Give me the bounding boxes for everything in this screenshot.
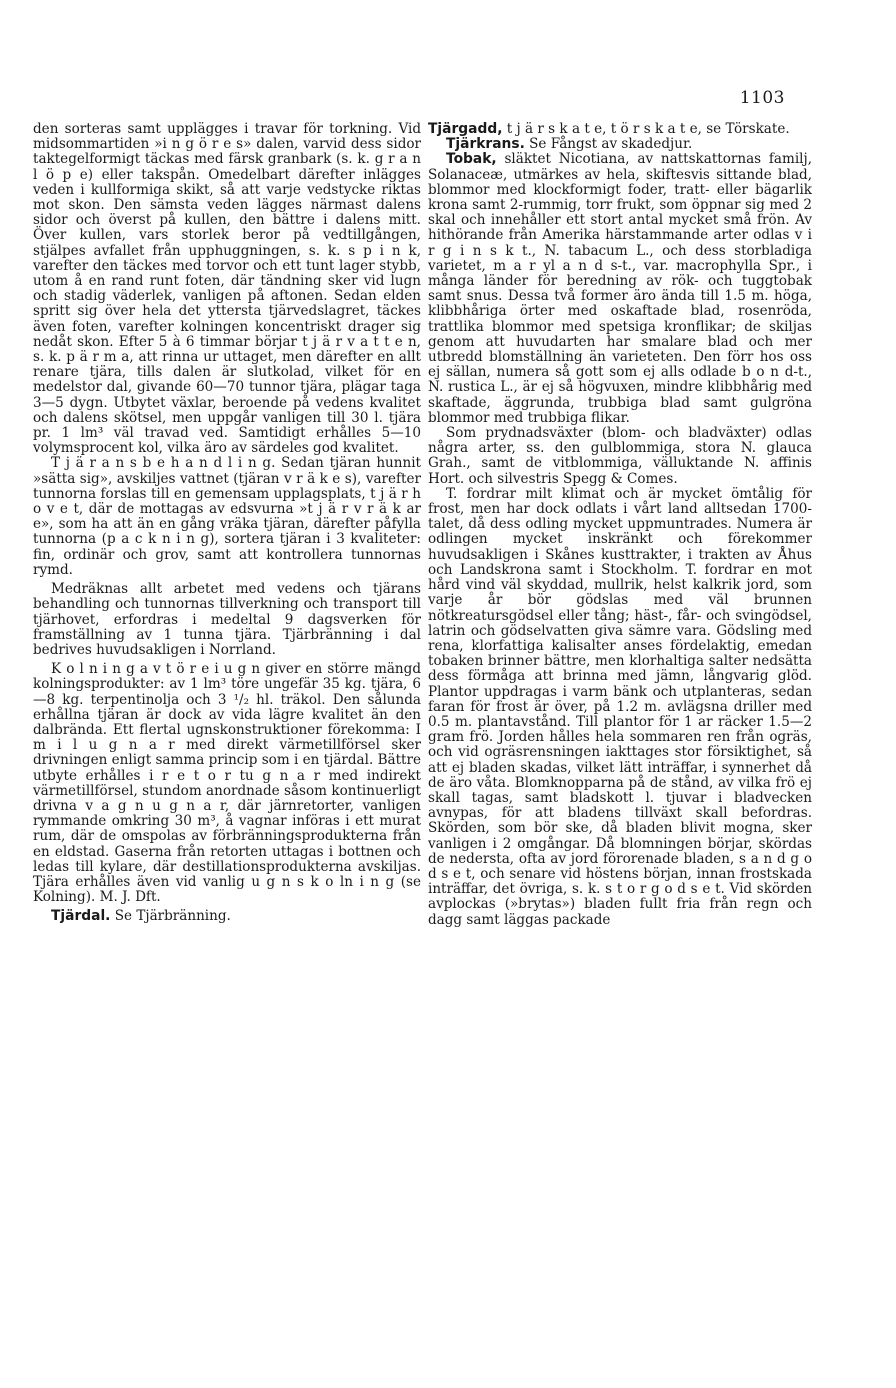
entry-tjardal-text: Se Tjärbränning. [110, 908, 231, 925]
left-column [33, 122, 421, 925]
headword-tobak: Tobak, [446, 151, 497, 168]
entry-tobak-text: släktet Nicotiana, av nattskattornas familj, Solanaceæ, utmärkes av hela, skiftesvis sittande blad, blommor med klockformigt foder, tratt- eller bägarlik krona samt 2-rummig, torr frukt, som öppnar sig med 2 skal och innehåller ett stort antal mycket små frön. Av hithörande från Amerika härstammande arter odlas v i r g i n s k t., N. tabacum L., och dess storbladiga varietet, m a r yl a n d s-t., var. macrophylla Spr., i många länder för beredning av rök- och tuggtobak samt snus. Dessa två former äro ända till 1.5 m. höga, klibbhåriga örter med oskaftade blad, rosenröda, trattlika blommor med spetsiga kronflikar; de skiljas genom att huvudarten har smalare blad och mer utbredd blomställning än varieteten. Den förr hos oss ej sällan, numera så gott som ej alls odlade b o n d-t., N. rustica L., är ej så högvuxen, mindre klibbhårig med skaftade, äggrunda, trubbiga blad samt gulgröna blommor med trubbiga flikar. [428, 151, 812, 426]
paragraph-dagsverken: Medräknas allt arbetet med vedens och tjärans behandling och tunnornas tillverkning och transport till tjärhovet, erfordras i medeltal 9 dagsverken för framställning av 1 tunna tjära. Tjärbränning i dal bedrives huvudsakligen i Norrland. [33, 581, 421, 658]
headword-tjarkrans: Tjärkrans. [446, 136, 525, 153]
page-number: 1103 [739, 88, 785, 108]
right-column [428, 122, 812, 928]
paragraph-tjarbranning-continued: den sorteras samt upplägges i travar för torkning. Vid midsommartiden »i n g ö r e s» dalen, varvid dess sidor taktegelformigt täckas med färsk granbark (s. k. g r a n l ö p e) eller takspån. Omedelbart därefter inlägges veden i kullformiga skikt, så att varje vedstycke riktas mot skon. Den sämsta veden lägges närmast dalens sidor och överst på kullen, den bättre i dalens mitt. Över kullen, vars storlek beror på vedtillgången, stjälpes avfallet från upphuggningen, s. k. s p i n k, varefter den täckes med torvor och ett tunt lager stybb, utom å en rand runt foten, där tändning sker vid lugn och stadig väderlek, vanligen på aftonen. Sedan elden spritt sig över hela det yttersta tjärvedslagret, täckes även foten, varefter kolningen koncentriskt drager sig nedåt skon. Efter 5 à 6 timmar börjar t j ä r v a t t e n, s. k. p ä r m a, att rinna ur uttaget, men därefter en allt renare tjära, tills dalen är slutkolad, vilket för en medelstor dal, givande 60—70 tunnor tjära, plägar taga 3—5 dygn. Utbytet växlar, beroende på vedens kvalitet och dalens skötsel, men uppgår vanligen till 30 l. tjära pr. 1 lm³ väl travad ved. Samtidigt erhålles 5—10 volymsprocent kol, vilka äro av särdeles god kvalitet. [33, 121, 421, 457]
paragraph-prydnadsvaxter: Som prydnadsväxter (blom- och bladväxter) odlas några arter, ss. den gulblommiga, stora N. glauca Grah., samt de vitblommiga, välluktande N. affinis Hort. och silvestris Spegg & Comes. [428, 425, 812, 487]
headword-tjardal: Tjärdal. [51, 908, 111, 925]
headword-tjargadd: Tjärgadd, [428, 121, 503, 137]
entry-tobak [428, 152, 812, 426]
paragraph-kolning-av-tore: K o l n i n g a v t ö r e i u g n giver en större mängd kolningsprodukter: av 1 lm³ töre ungefär 35 kg. tjära, 6—8 kg. terpentinolja och 3 ¹/₂ hl. träkol. Den sålunda erhållna tjäran är dock av vida lägre kvalitet än den dalbrända. Ett flertal ugnskonstruktioner förekomma: I m i l u g n a r med direkt värmetillförsel sker drivningen enligt samma princip som i en tjärdal. Bättre utbyte erhålles i r e t o r tu g n a r med indirekt värmetillförsel, stundom anordnade såsom kontinuerligt drivna v a g n u g n a r, där järnretorter, vanligen rymmande omkring 30 m³, å vagnar införas i ett murat rum, där de omspolas av förbränningsprodukterna från en eldstad. Gaserna från retorten uttagas i bottnen och ledas till kylare, där destillationsprodukterna avskiljas. Tjära erhålles även vid vanlig u g n s k o ln i n g (se Kolning). M. J. Dft. [33, 661, 421, 906]
entry-tjarkrans [428, 137, 812, 152]
paragraph-tobak-odling: T. fordrar milt klimat och är mycket ömtålig för frost, men har dock odlats i vårt land alltsedan 1700-talet, då dess odling mycket uppmuntrades. Numera är odlingen mycket inskränkt och förekommer huvudsakligen i Skånes kusttrakter, i trakten av Åhus och Landskrona samt i Stockholm. T. fordrar en mot hård vind väl skyddad, mullrik, helst kalkrik jord, som varje år bör gödslas med väl brunnen nötkreatursgödsel eller tång; häst-, får- och svingödsel, latrin och gödselvatten giva sämre vara. Gödsling med rena, klorfattiga kalisalter anses fördelaktig, emedan tobaken brinner bättre, men klorhaltiga salter nedsätta dess förmåga att brinna med jämn, långvarig glöd. Plantor uppdragas i varm bänk och utplanteras, sedan faran för frost är över, på 1.2 m. avlägsna driller med 0.5 m. plantavstånd. Till plantor för 1 ar räcker 1.5—2 gram frö. Jorden hålles hela sommaren ren från ogräs, och vid ogräsrensningen iakttages stor försiktighet, så att ej bladen skadas, vilket lätt inträffar, i synnerhet då de äro våta. Blomknopparna på de stånd, av vilka frö ej skall tagas, samt bladskott l. tjuvar i bladvecken avnypas, för att bladens tillväxt skall befordras. Skörden, som bör ske, då bladen blivit mogna, sker vanligen i 2 omgångar. Då blomningen börjar, skördas de nedersta, ofta av jord förorenade bladen, s a n d g o d s e t, och senare vid höstens början, innan frostskada inträffar, det övriga, s. k. s t o r g o d s e t. Vid skörden avplockas (»brytas») bladen fullt fria från regn och dagg samt läggas packade [428, 485, 812, 928]
entry-tjargadd-text: t j ä r s k a t e, t ö r s k a t e, se Törskate. [502, 121, 790, 137]
entry-tjargadd [428, 122, 812, 137]
entry-tjardal [33, 909, 421, 924]
entry-tjarkrans-text: Se Fångst av skadedjur. [524, 136, 693, 153]
paragraph-tjarans-behandling: T j ä r a n s b e h a n d l i n g. Sedan tjäran hunnit »sätta sig», avskiljes vattnet (tjäran v r ä k e s), varefter tunnorna forslas till en gemensam upplagsplats, t j ä r h o v e t, där de mottagas av edsvurna »t j ä r v r ä k ar e», som ha att än en gång vräka tjäran, därefter påfylla tunnorna (p a c k n i n g), sortera tjäran i 3 kvaliteter: fin, ordinär och grov, samt att kontrollera tunnornas rymd. [33, 455, 421, 578]
